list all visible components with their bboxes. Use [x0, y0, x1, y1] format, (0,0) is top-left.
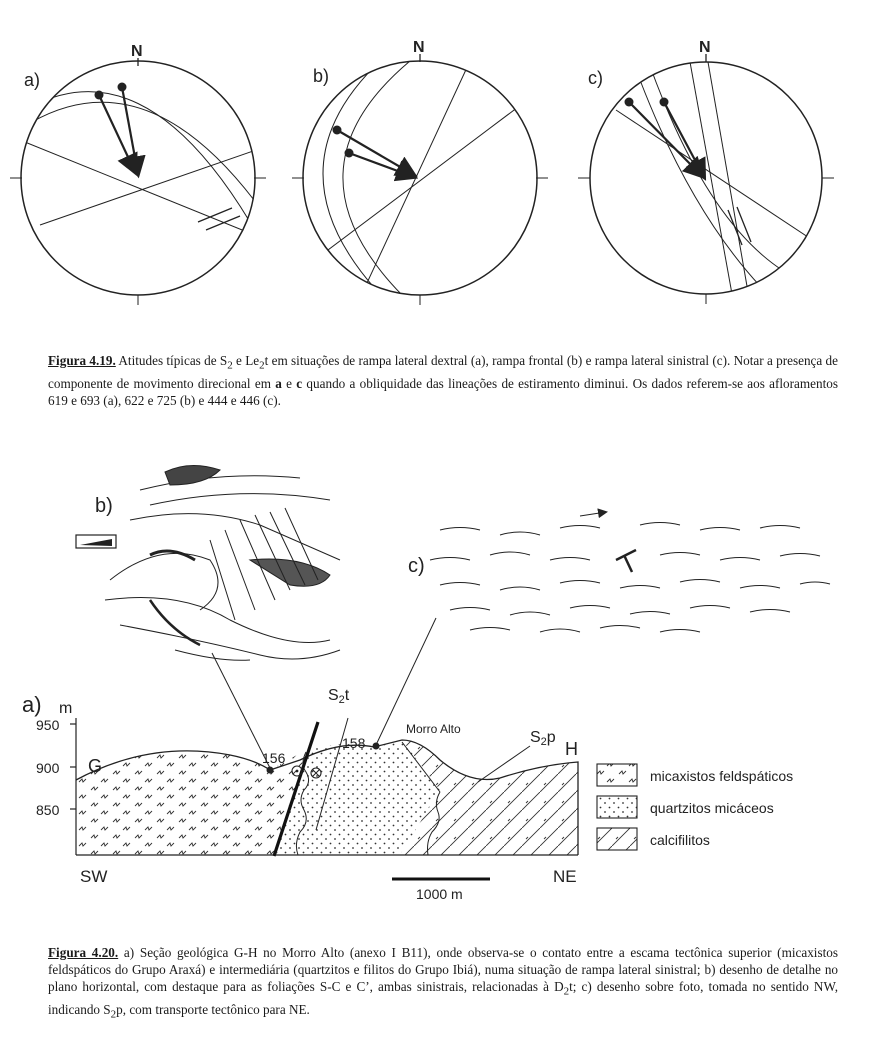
- panel-label-c: c): [588, 68, 603, 88]
- stereonet-c: [578, 39, 834, 304]
- stereonet-b: [292, 39, 548, 305]
- outcrop-label-156: 156: [262, 750, 286, 766]
- lineation-arrow: [664, 102, 704, 177]
- scale-label: 1000 m: [416, 886, 463, 902]
- north-label-a: N: [131, 43, 143, 60]
- sketch-b-label: b): [95, 495, 113, 517]
- direction-ne: NE: [553, 867, 577, 886]
- elevation-tick: 950: [36, 717, 60, 733]
- direction-sw: SW: [80, 867, 108, 886]
- figure-label: Figura 4.19.: [48, 353, 116, 368]
- stereonet-a: [10, 43, 266, 305]
- outcrop-sketch-b: [76, 465, 340, 660]
- figure-419-caption: Figura 4.19. Atitudes típicas de $S_2$ e $Le_2t$ em situações de rampa lateral dextral (a), rampa frontal (b) e rampa lateral sinistral (c). Notar a presença de componente de movimento direcional em a e c quando a obliquidade das lineações de estiramento diminui. Os dados referem-se aos afloramentos 619 e 693 (a), 622 e 725 (b) e 444 e 446 (c).: [48, 353, 839, 408]
- sketch-c-label: c): [408, 555, 425, 577]
- north-label-c: N: [699, 39, 711, 56]
- lineation-arrow: [629, 102, 702, 176]
- legend-label: quartzitos micáceos: [650, 800, 774, 816]
- primitive-circle-c: [590, 62, 822, 294]
- legend-swatch-quartzitos: [597, 796, 637, 818]
- outcrop-sketch-c: [408, 512, 830, 632]
- outcrop-point-158: [373, 743, 380, 750]
- legend-swatch-calcifilitos: [597, 828, 637, 850]
- s2t-label: S2t: [328, 687, 350, 706]
- panel-label-a: a): [24, 70, 41, 90]
- morro-alto-label: Morro Alto: [406, 722, 461, 736]
- legend-label: micaxistos feldspáticos: [650, 768, 794, 784]
- elevation-tick: 900: [36, 760, 60, 776]
- legend-swatch-micaxistos: [597, 764, 637, 786]
- figure-420-caption: Figura 4.20. a) Seção geológica G-H no Morro Alto (anexo I B11), onde observa-se o contato entre a escama tectônica superior (micaxistos feldspáticos do Grupo Araxá) e intermediária (quartzitos e filitos do Grupo Ibiá), numa situação de rampa lateral sinistral; b) desenho de detalhe no plano horizontal, com destaque para as foliações S-C e C’, ambas sinistrais, relacionadas à $D_2t$; c) desenho sobre foto, tomada no sentido NW, indicando $S_2p$, com transporte tectônico para NE.: [48, 945, 838, 1021]
- legend: [597, 764, 793, 850]
- section-end-G: G: [88, 756, 103, 776]
- s2p-label: S2p: [530, 729, 556, 748]
- elevation-unit: m: [59, 700, 73, 717]
- outcrop-label-158: 158: [342, 735, 366, 751]
- primitive-circle-b: [303, 61, 537, 295]
- north-label-b: N: [413, 39, 425, 56]
- section-label: a): [22, 692, 42, 717]
- figure-label: Figura 4.20.: [48, 945, 119, 960]
- legend-label: calcifilitos: [650, 832, 710, 848]
- elevation-tick: 850: [36, 802, 60, 818]
- cross-section: [22, 687, 578, 902]
- section-end-H: H: [565, 739, 578, 759]
- shear-sense-symbol: [728, 207, 751, 245]
- outcrop-point-156: [267, 767, 274, 774]
- hammer-icon: [616, 550, 636, 572]
- panel-label-b: b): [313, 66, 330, 86]
